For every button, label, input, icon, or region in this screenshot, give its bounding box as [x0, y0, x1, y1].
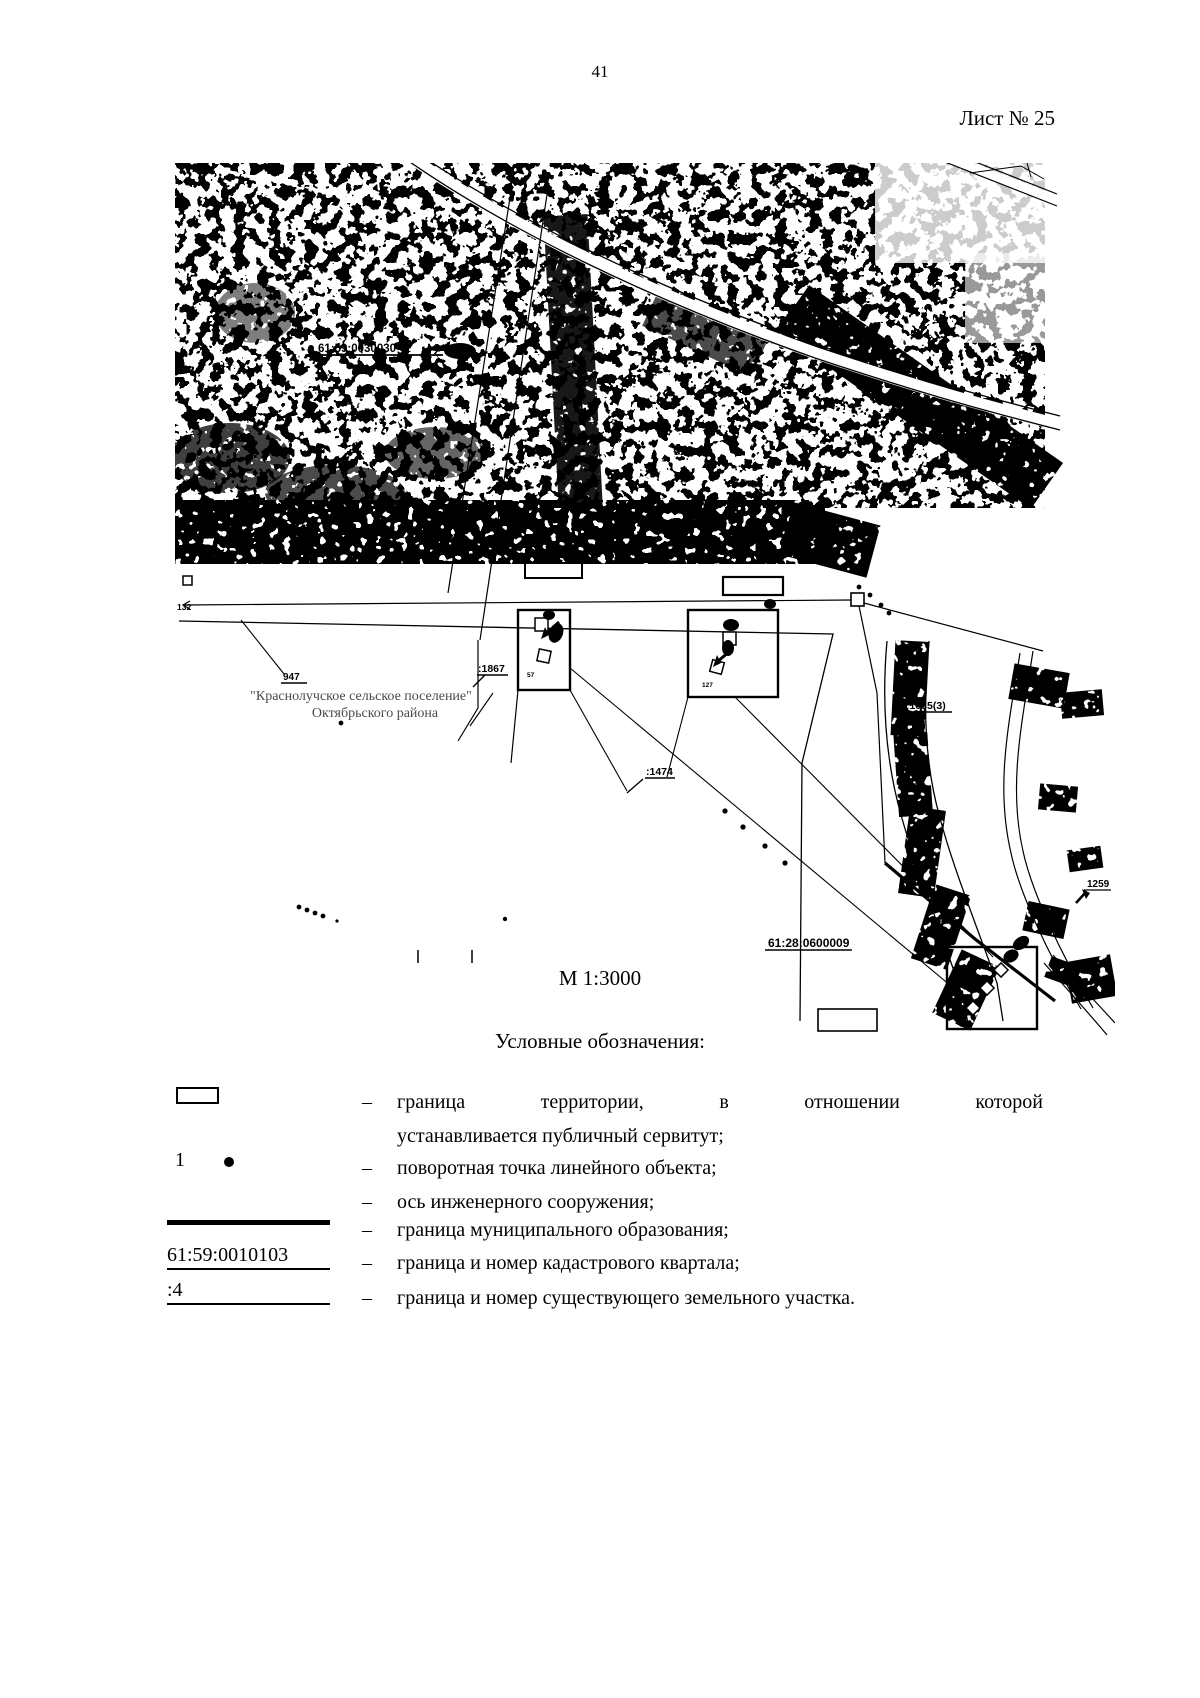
cadastral-map	[175, 163, 1115, 1038]
label-tiny-127: 127	[702, 682, 713, 689]
legend-row-quarter	[362, 1246, 1052, 1280]
label-settlement-line2: Октябрьского района	[311, 706, 439, 721]
legend-symbol-parcel-number: :4	[167, 1279, 330, 1305]
legend-symbol-turn-point-dot-icon	[224, 1157, 234, 1167]
legend-label-territory-line1: граница территории, в отношении которой	[397, 1091, 1043, 1113]
label-947: 947	[283, 672, 300, 683]
legend-row-municipal	[362, 1213, 1052, 1247]
legend-label-turn-point: поворотная точка линейного объекта;	[397, 1157, 717, 1179]
label-1474: :1474	[646, 766, 673, 778]
label-point-left: 132	[177, 602, 192, 612]
legend-row-parcel	[362, 1281, 1052, 1315]
legend-label-territory-line2: устанавливается публичный сервитут;	[397, 1125, 724, 1147]
survey-points	[297, 585, 892, 923]
legend-label-municipal: граница муниципального образования;	[397, 1219, 729, 1241]
legend-dash: –	[362, 1252, 372, 1274]
map-scale-label: М 1:3000	[558, 966, 642, 990]
legend-row-territory	[362, 1085, 1052, 1153]
legend-dash: –	[362, 1219, 372, 1241]
legend-symbol-point-number: 1	[175, 1149, 185, 1171]
aerial-texture	[175, 163, 1063, 521]
legend-symbol-cadastral-quarter-number: 61:59:0010103	[167, 1244, 330, 1270]
label-1835: :1835(3)	[906, 700, 946, 712]
label-tiny-523: 523	[956, 1017, 967, 1024]
legend-label-axis: ось инженерного сооружения;	[397, 1191, 655, 1213]
sheet-label: Лист № 25	[959, 106, 1055, 130]
legend-label-quarter: граница и номер кадастрового квартала;	[397, 1252, 740, 1274]
legend-symbol-municipal-line	[167, 1220, 330, 1225]
label-1259: 1259	[1087, 879, 1110, 890]
label-cadastral-quarter-top: 61:59:0030030	[318, 343, 397, 355]
scale-ticks	[418, 950, 472, 963]
legend-title: Условные обозначения:	[494, 1029, 706, 1053]
label-settlement-line1: "Краснолучское сельское поселение"	[250, 689, 472, 704]
legend-dash: –	[362, 1091, 372, 1113]
legend-label-parcel: граница и номер существующего земельного участка.	[397, 1287, 855, 1309]
legend-dash: –	[362, 1191, 372, 1213]
label-cadastral-quarter-bottom: 61:28:0600009	[768, 936, 850, 950]
label-1867: :1867	[478, 663, 505, 675]
label-tiny-57: 57	[527, 672, 535, 679]
page-number: 41	[591, 62, 609, 81]
legend-dash: –	[362, 1157, 372, 1179]
legend-symbol-territory-rect	[176, 1087, 219, 1104]
legend-dash: –	[362, 1287, 372, 1309]
legend-row-turn-point	[362, 1151, 1052, 1185]
